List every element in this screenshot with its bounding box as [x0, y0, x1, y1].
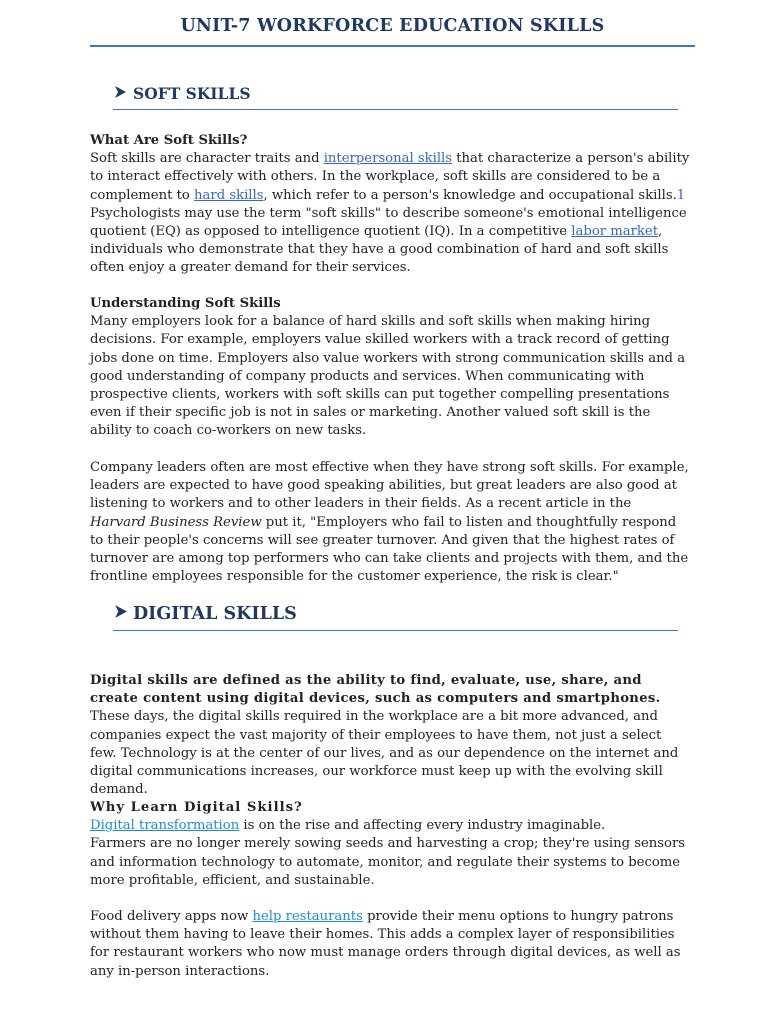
paragraph: These days, the digital skills required in the workplace are a bit more advanced, and companies expect the vast majority of their employees to have them, not just a select few. Technology is at the center of our lives, and as our dependence on the internet and digital communications increases, our workforce must keep up with the evolving skill demand. — [90, 709, 679, 798]
text: , which refer to a person's knowledge and occupational skills. — [263, 187, 677, 203]
section-digital-skills — [113, 604, 678, 631]
paragraph: Farmers are no longer merely sowing seeds and harvesting a crop; they're using sensors and information technology to automate, monitor, and regulate their systems to become more profitable, efficient, and sustainable. — [90, 836, 686, 888]
labor-market-link[interactable]: labor market — [571, 224, 659, 240]
subheading: Understanding Soft Skills — [90, 296, 281, 311]
digital-transformation-link[interactable]: Digital transformation — [90, 818, 240, 834]
page-title: UNIT-7 WORKFORCE EDUCATION SKILLS — [180, 16, 605, 36]
interpersonal-skills-link[interactable]: interpersonal skills — [323, 151, 453, 167]
section-underline — [113, 109, 678, 110]
text: that characterize a person's ability to interact effectively with others. In the workplace, soft skills are considered to be a complement to — [90, 151, 690, 203]
why-learn-digital-skills — [90, 799, 690, 890]
definition-bold: Digital skills are defined as the ability to find, evaluate, use, share, and create content using digital devices, such as computers and smartphones. — [90, 673, 661, 707]
arrow-bullet-icon — [113, 84, 133, 103]
section-soft-skills — [113, 84, 678, 110]
footnote-marker[interactable]: 1 — [676, 187, 686, 203]
text: Psychologists may use the term "soft skills" to describe someone's emotional intelligence quotient (EQ) as opposed to intelligence quotient (IQ). In a competitive — [90, 205, 687, 240]
text: Soft skills are character traits and — [90, 151, 324, 167]
leaders-paragraph — [90, 459, 690, 586]
paragraph — [90, 908, 690, 981]
text: , individuals who demonstrate that they have a good combination of hard and soft skills often enjoy a greater demand for their services. — [90, 224, 669, 276]
section-heading: DIGITAL SKILLS — [133, 604, 297, 624]
arrow-bullet-icon — [113, 604, 133, 624]
what-are-soft-skills — [90, 132, 690, 278]
subheading: What Are Soft Skills? — [90, 133, 248, 148]
section-underline — [113, 630, 678, 631]
text: put it, "Employers who fail to listen and thoughtfully respond to their people's concerns will see greater turnover. And given that the highest rates of turnover are among top performers who can take clients and projects with them, and the frontline employees responsible for the customer experience, the risk is clear." — [90, 514, 689, 585]
paragraph — [90, 817, 690, 835]
digital-definition — [90, 672, 690, 799]
text: provide their menu options to hungry patrons without them having to leave their homes. This adds a complex layer of responsibilities for restaurant workers who now must manage orders through digital devices, as well as any in-person interactions. — [90, 909, 681, 979]
publication-name: Harvard Business Review — [90, 514, 262, 530]
paragraph: Many employers look for a balance of hard skills and soft skills when making hiring decisions. For example, employers value skilled workers with a track record of getting jobs done on time. Employers also value workers with strong communication skills and a good understanding of company products and services. When communicating with prospective clients, workers with soft skills can put together compelling presentations even if their specific job is not in sales or marketing. Another valued soft skill is the ability to coach co-workers on new tasks. — [90, 314, 686, 439]
title-underline — [90, 45, 695, 47]
section-heading: SOFT SKILLS — [133, 84, 251, 103]
text: Food delivery apps now — [90, 909, 253, 924]
paragraph — [90, 459, 690, 586]
food-delivery-paragraph — [90, 908, 690, 981]
text: Company leaders often are most effective when they have strong soft skills. For example, leaders are expected to have good speaking abilities, but great leaders are also good at listening to workers and to other leaders in their fields. As a recent article in the — [90, 460, 689, 512]
hard-skills-link[interactable]: hard skills — [194, 187, 264, 203]
subheading: Why Learn Digital Skills? — [90, 800, 303, 815]
text: is on the rise and affecting every industry imaginable. — [239, 818, 606, 834]
paragraph — [90, 150, 690, 277]
help-restaurants-link[interactable]: help restaurants — [252, 909, 363, 924]
understanding-soft-skills — [90, 295, 690, 441]
